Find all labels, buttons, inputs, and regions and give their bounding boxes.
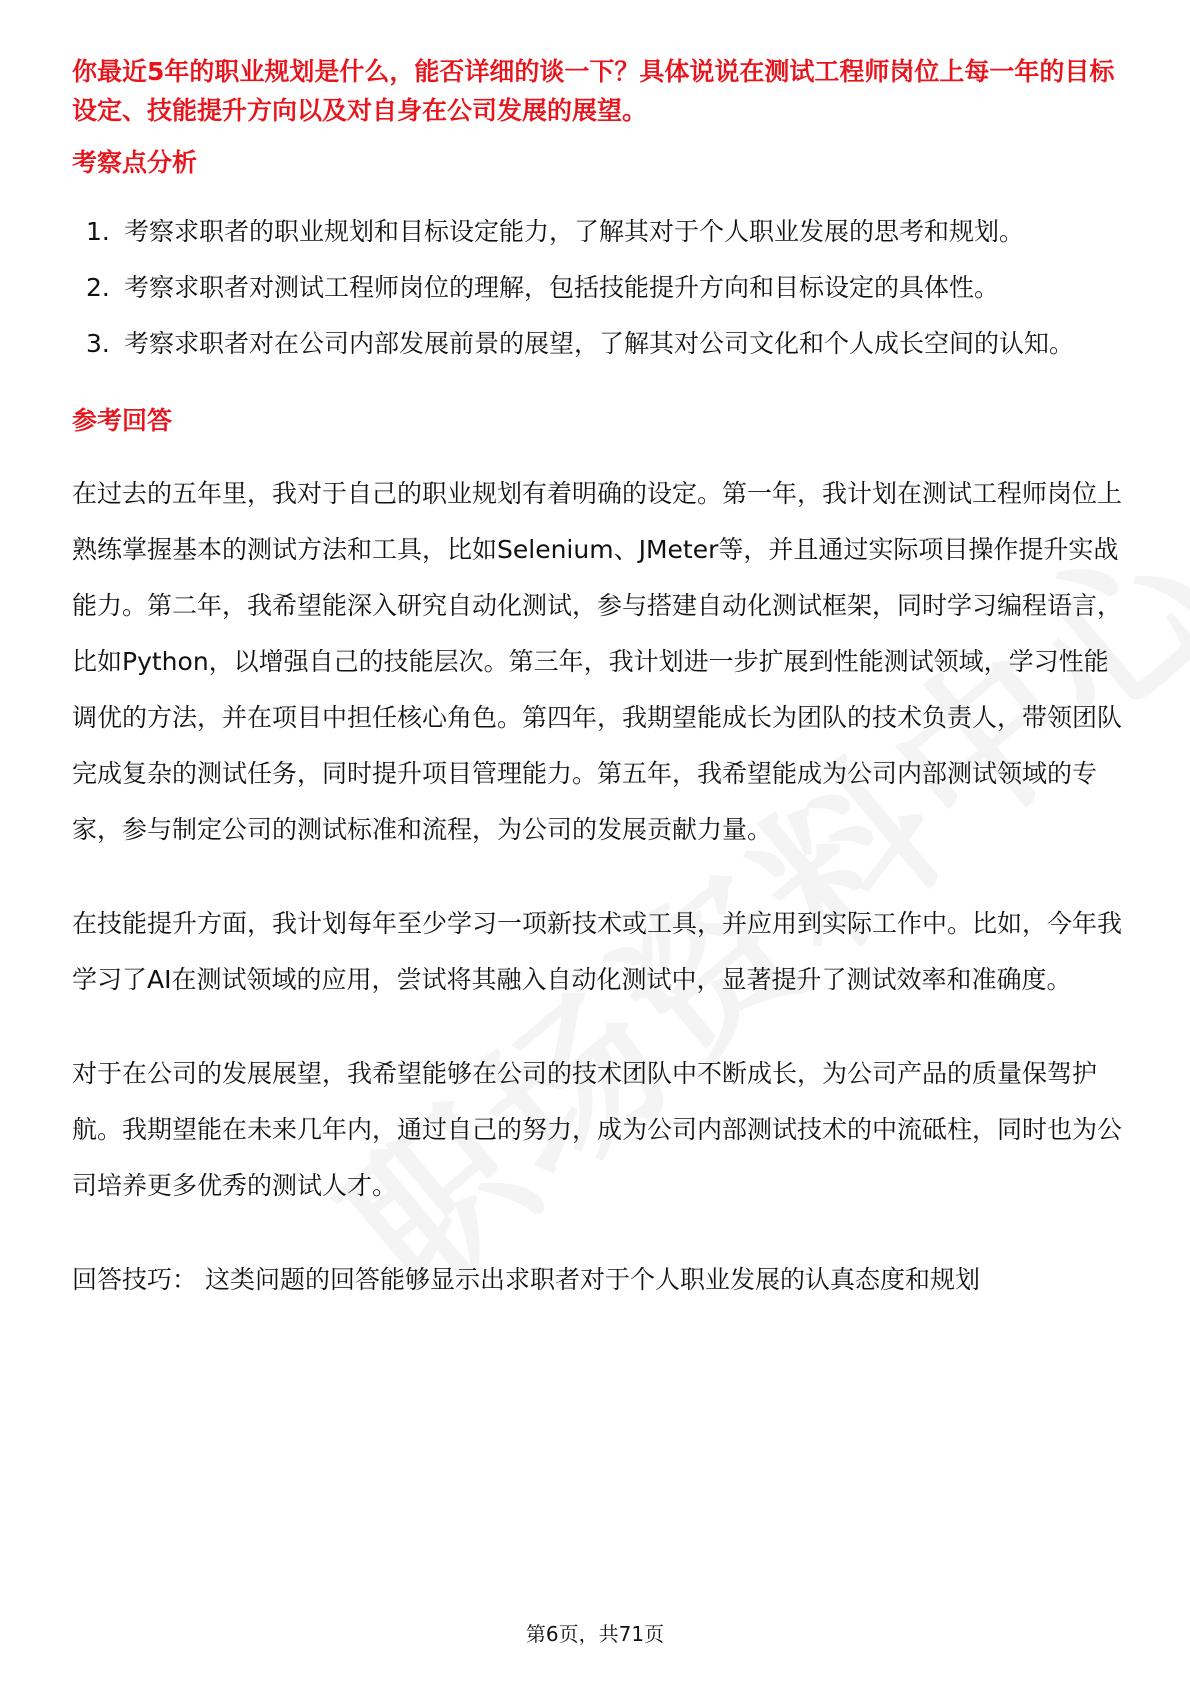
analysis-item-number: 3.	[86, 329, 110, 358]
analysis-item-text: 考察求职者对在公司内部发展前景的展望，了解其对公司文化和个人成长空间的认知。	[124, 329, 1075, 358]
analysis-title: 考察点分析	[72, 148, 198, 177]
analysis-item-number: 2.	[86, 273, 110, 302]
reference-paragraph: 在过去的五年里，我对于自己的职业规划有着明确的设定。第一年，我计划在测试工程师岗位上熟练掌握基本的测试方法和工具，比如Selenium、JMeter等，并且通过实际项目操作提升实战能力。第二年，我希望能深入研究自动化测试，参与搭建自动化测试框架，同时学习编程语言，比如Python，以增强自己的技能层次。第三年，我计划进一步扩展到性能测试领域，学习性能调优的方法，并在项目中担任核心角色。第四年，我期望能成长为团队的技术负责人，带领团队完成复杂的测试任务，同时提升项目管理能力。第五年，我希望能成为公司内部测试领域的专家，参与制定公司的测试标准和流程，为公司的发展贡献力量。	[72, 479, 1123, 844]
analysis-list	[72, 204, 1122, 372]
reference-paragraph: 对于在公司的发展展望，我希望能够在公司的技术团队中不断成长，为公司产品的质量保驾护航。我期望能在未来几年内，通过自己的努力，成为公司内部测试技术的中流砥柱，同时也为公司培养更多优秀的测试人才。	[72, 1059, 1123, 1200]
page-content	[72, 52, 1122, 1308]
analysis-item	[72, 316, 1122, 372]
reference-title: 参考回答	[72, 406, 173, 435]
analysis-item	[72, 204, 1122, 260]
reference-paragraph: 在技能提升方面，我计划每年至少学习一项新技术或工具，并应用到实际工作中。比如，今年我学习了AI在测试领域的应用，尝试将其融入自动化测试中，显著提升了测试效率和准确度。	[72, 909, 1123, 994]
analysis-item-text: 考察求职者的职业规划和目标设定能力，了解其对于个人职业发展的思考和规划。	[124, 217, 1025, 246]
question-heading: 你最近5年的职业规划是什么，能否详细的谈一下？具体说说在测试工程师岗位上每一年的目标设定、技能提升方向以及对自身在公司发展的展望。	[72, 57, 1115, 125]
analysis-item	[72, 260, 1122, 316]
analysis-item-text: 考察求职者对测试工程师岗位的理解，包括技能提升方向和目标设定的具体性。	[124, 273, 1000, 302]
answer-tip-paragraph: 回答技巧： 这类问题的回答能够显示出求职者对于个人职业发展的认真态度和规划	[72, 1265, 980, 1294]
page-footer: 第6页，共71页	[525, 1622, 665, 1646]
analysis-item-number: 1.	[86, 217, 110, 246]
